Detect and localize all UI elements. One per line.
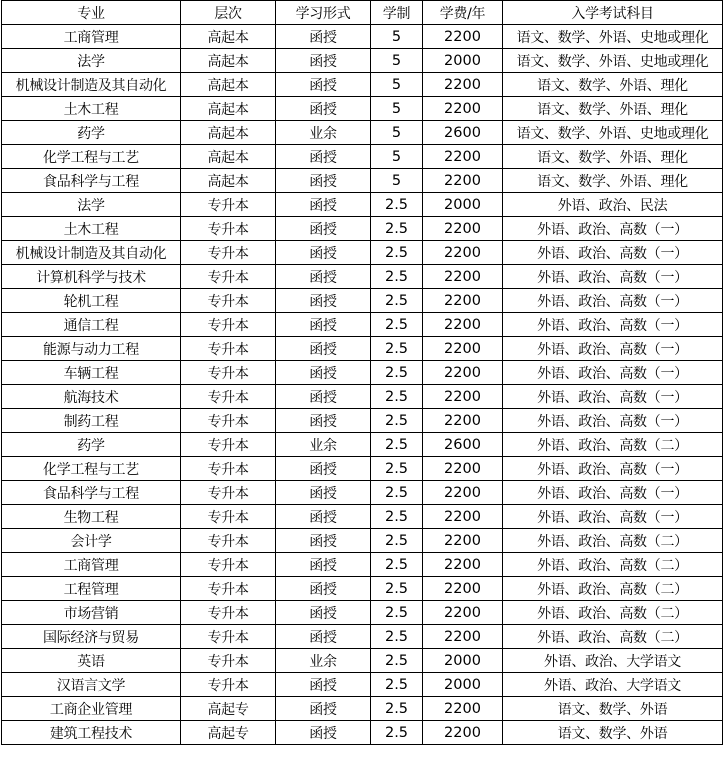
table-row [2, 385, 723, 409]
tuition-cell: 2200 [423, 313, 503, 337]
exam-subjects-cell: 外语、政治、高数（二） [503, 433, 723, 457]
table-row [2, 649, 723, 673]
study-mode-cell: 业余 [276, 433, 371, 457]
study-mode-cell: 函授 [276, 145, 371, 169]
duration-cell: 2.5 [371, 313, 423, 337]
exam-subjects-cell: 外语、政治、高数（一） [503, 457, 723, 481]
table-row [2, 289, 723, 313]
duration-cell: 2.5 [371, 457, 423, 481]
level-cell: 高起本 [181, 121, 276, 145]
tuition-cell: 2000 [423, 673, 503, 697]
tuition-cell: 2200 [423, 721, 503, 745]
tuition-cell: 2200 [423, 385, 503, 409]
level-cell: 专升本 [181, 529, 276, 553]
major-cell: 法学 [2, 49, 181, 73]
duration-cell: 2.5 [371, 553, 423, 577]
tuition-cell: 2000 [423, 49, 503, 73]
study-mode-cell: 函授 [276, 361, 371, 385]
major-cell: 法学 [2, 193, 181, 217]
duration-cell: 2.5 [371, 265, 423, 289]
study-mode-cell: 函授 [276, 73, 371, 97]
major-cell: 建筑工程技术 [2, 721, 181, 745]
tuition-cell: 2200 [423, 361, 503, 385]
duration-cell: 2.5 [371, 481, 423, 505]
major-cell: 机械设计制造及其自动化 [2, 73, 181, 97]
table-row [2, 25, 723, 49]
exam-subjects-cell: 语文、数学、外语 [503, 721, 723, 745]
level-cell: 专升本 [181, 673, 276, 697]
duration-cell: 2.5 [371, 721, 423, 745]
duration-cell: 5 [371, 121, 423, 145]
major-cell: 机械设计制造及其自动化 [2, 241, 181, 265]
study-mode-cell: 函授 [276, 385, 371, 409]
exam-subjects-cell: 外语、政治、高数（一） [503, 289, 723, 313]
table-row [2, 217, 723, 241]
duration-cell: 5 [371, 73, 423, 97]
major-cell: 药学 [2, 121, 181, 145]
duration-cell: 2.5 [371, 649, 423, 673]
study-mode-cell: 函授 [276, 289, 371, 313]
tuition-cell: 2000 [423, 193, 503, 217]
major-cell: 市场营销 [2, 601, 181, 625]
major-cell: 食品科学与工程 [2, 169, 181, 193]
duration-cell: 2.5 [371, 529, 423, 553]
study-mode-cell: 函授 [276, 697, 371, 721]
table-row [2, 337, 723, 361]
level-cell: 专升本 [181, 577, 276, 601]
tuition-cell: 2200 [423, 577, 503, 601]
major-cell: 工商管理 [2, 25, 181, 49]
major-cell: 土木工程 [2, 97, 181, 121]
study-mode-cell: 业余 [276, 121, 371, 145]
tuition-cell: 2200 [423, 145, 503, 169]
major-cell: 车辆工程 [2, 361, 181, 385]
study-mode-cell: 业余 [276, 649, 371, 673]
duration-cell: 2.5 [371, 193, 423, 217]
duration-cell: 2.5 [371, 409, 423, 433]
level-cell: 专升本 [181, 361, 276, 385]
exam-subjects-cell: 外语、政治、大学语文 [503, 673, 723, 697]
tuition-cell: 2200 [423, 169, 503, 193]
exam-subjects-cell: 外语、政治、高数（一） [503, 409, 723, 433]
tuition-cell: 2200 [423, 601, 503, 625]
duration-cell: 2.5 [371, 361, 423, 385]
table-row [2, 553, 723, 577]
exam-subjects-cell: 外语、政治、高数（一） [503, 313, 723, 337]
table-row [2, 625, 723, 649]
exam-subjects-cell: 外语、政治、高数（一） [503, 385, 723, 409]
study-mode-cell: 函授 [276, 169, 371, 193]
level-cell: 专升本 [181, 649, 276, 673]
exam-subjects-cell: 外语、政治、高数（一） [503, 217, 723, 241]
study-mode-cell: 函授 [276, 409, 371, 433]
level-cell: 专升本 [181, 625, 276, 649]
exam-subjects-cell: 外语、政治、大学语文 [503, 649, 723, 673]
table-row [2, 673, 723, 697]
table-row [2, 433, 723, 457]
table-row [2, 721, 723, 745]
table-row [2, 361, 723, 385]
tuition-cell: 2200 [423, 217, 503, 241]
major-cell: 生物工程 [2, 505, 181, 529]
study-mode-cell: 函授 [276, 337, 371, 361]
header-duration: 学制 [371, 1, 423, 25]
tuition-cell: 2000 [423, 649, 503, 673]
study-mode-cell: 函授 [276, 193, 371, 217]
header-row [2, 1, 723, 25]
duration-cell: 5 [371, 169, 423, 193]
level-cell: 专升本 [181, 553, 276, 577]
major-cell: 制药工程 [2, 409, 181, 433]
level-cell: 专升本 [181, 217, 276, 241]
study-mode-cell: 函授 [276, 217, 371, 241]
tuition-cell: 2200 [423, 289, 503, 313]
duration-cell: 2.5 [371, 673, 423, 697]
major-cell: 会计学 [2, 529, 181, 553]
major-cell: 国际经济与贸易 [2, 625, 181, 649]
exam-subjects-cell: 外语、政治、高数（一） [503, 337, 723, 361]
duration-cell: 2.5 [371, 241, 423, 265]
duration-cell: 5 [371, 49, 423, 73]
study-mode-cell: 函授 [276, 505, 371, 529]
table-row [2, 121, 723, 145]
study-mode-cell: 函授 [276, 529, 371, 553]
table-row [2, 577, 723, 601]
major-cell: 化学工程与工艺 [2, 145, 181, 169]
exam-subjects-cell: 外语、政治、高数（二） [503, 553, 723, 577]
header-exam-subjects: 入学考试科目 [503, 1, 723, 25]
tuition-cell: 2200 [423, 697, 503, 721]
table-row [2, 145, 723, 169]
duration-cell: 2.5 [371, 385, 423, 409]
major-cell: 工程管理 [2, 577, 181, 601]
level-cell: 专升本 [181, 481, 276, 505]
table-row [2, 313, 723, 337]
tuition-cell: 2200 [423, 241, 503, 265]
duration-cell: 2.5 [371, 601, 423, 625]
level-cell: 高起专 [181, 721, 276, 745]
tuition-cell: 2200 [423, 73, 503, 97]
study-mode-cell: 函授 [276, 313, 371, 337]
major-cell: 英语 [2, 649, 181, 673]
exam-subjects-cell: 外语、政治、高数（一） [503, 505, 723, 529]
exam-subjects-cell: 外语、政治、高数（一） [503, 265, 723, 289]
table-row [2, 457, 723, 481]
tuition-cell: 2600 [423, 433, 503, 457]
table-row [2, 529, 723, 553]
level-cell: 专升本 [181, 409, 276, 433]
study-mode-cell: 函授 [276, 265, 371, 289]
level-cell: 高起本 [181, 169, 276, 193]
exam-subjects-cell: 语文、数学、外语、史地或理化 [503, 25, 723, 49]
major-cell: 轮机工程 [2, 289, 181, 313]
exam-subjects-cell: 外语、政治、高数（一） [503, 361, 723, 385]
exam-subjects-cell: 语文、数学、外语 [503, 697, 723, 721]
duration-cell: 2.5 [371, 433, 423, 457]
table-row [2, 49, 723, 73]
duration-cell: 5 [371, 97, 423, 121]
major-cell: 土木工程 [2, 217, 181, 241]
level-cell: 专升本 [181, 601, 276, 625]
duration-cell: 5 [371, 25, 423, 49]
tuition-cell: 2200 [423, 25, 503, 49]
table-body [2, 25, 723, 745]
major-cell: 化学工程与工艺 [2, 457, 181, 481]
major-cell: 通信工程 [2, 313, 181, 337]
study-mode-cell: 函授 [276, 97, 371, 121]
level-cell: 专升本 [181, 241, 276, 265]
duration-cell: 2.5 [371, 337, 423, 361]
exam-subjects-cell: 语文、数学、外语、理化 [503, 145, 723, 169]
exam-subjects-cell: 外语、政治、民法 [503, 193, 723, 217]
tuition-cell: 2200 [423, 97, 503, 121]
tuition-cell: 2200 [423, 481, 503, 505]
tuition-cell: 2200 [423, 625, 503, 649]
level-cell: 专升本 [181, 385, 276, 409]
study-mode-cell: 函授 [276, 577, 371, 601]
level-cell: 高起本 [181, 97, 276, 121]
header-level: 层次 [181, 1, 276, 25]
major-cell: 工商企业管理 [2, 697, 181, 721]
exam-subjects-cell: 外语、政治、高数（二） [503, 529, 723, 553]
major-cell: 药学 [2, 433, 181, 457]
table-row [2, 193, 723, 217]
duration-cell: 2.5 [371, 697, 423, 721]
tuition-cell: 2200 [423, 265, 503, 289]
tuition-cell: 2200 [423, 457, 503, 481]
study-mode-cell: 函授 [276, 601, 371, 625]
tuition-cell: 2200 [423, 529, 503, 553]
tuition-cell: 2200 [423, 505, 503, 529]
level-cell: 高起本 [181, 25, 276, 49]
study-mode-cell: 函授 [276, 721, 371, 745]
table-row [2, 241, 723, 265]
table-row [2, 169, 723, 193]
level-cell: 高起专 [181, 697, 276, 721]
study-mode-cell: 函授 [276, 241, 371, 265]
level-cell: 专升本 [181, 193, 276, 217]
header-major: 专业 [2, 1, 181, 25]
exam-subjects-cell: 外语、政治、高数（一） [503, 241, 723, 265]
study-mode-cell: 函授 [276, 25, 371, 49]
exam-subjects-cell: 语文、数学、外语、理化 [503, 97, 723, 121]
admissions-table [1, 0, 723, 745]
tuition-cell: 2200 [423, 553, 503, 577]
exam-subjects-cell: 外语、政治、高数（二） [503, 601, 723, 625]
study-mode-cell: 函授 [276, 481, 371, 505]
exam-subjects-cell: 语文、数学、外语、理化 [503, 73, 723, 97]
study-mode-cell: 函授 [276, 457, 371, 481]
level-cell: 高起本 [181, 145, 276, 169]
level-cell: 专升本 [181, 265, 276, 289]
table-row [2, 481, 723, 505]
table-row [2, 505, 723, 529]
exam-subjects-cell: 外语、政治、高数（二） [503, 625, 723, 649]
duration-cell: 2.5 [371, 577, 423, 601]
table-row [2, 697, 723, 721]
level-cell: 高起本 [181, 73, 276, 97]
tuition-cell: 2200 [423, 337, 503, 361]
exam-subjects-cell: 外语、政治、高数（二） [503, 577, 723, 601]
duration-cell: 2.5 [371, 217, 423, 241]
major-cell: 航海技术 [2, 385, 181, 409]
major-cell: 工商管理 [2, 553, 181, 577]
level-cell: 专升本 [181, 457, 276, 481]
study-mode-cell: 函授 [276, 49, 371, 73]
table-row [2, 97, 723, 121]
major-cell: 计算机科学与技术 [2, 265, 181, 289]
level-cell: 专升本 [181, 313, 276, 337]
major-cell: 能源与动力工程 [2, 337, 181, 361]
duration-cell: 2.5 [371, 289, 423, 313]
major-cell: 汉语言文学 [2, 673, 181, 697]
major-cell: 食品科学与工程 [2, 481, 181, 505]
table-row [2, 409, 723, 433]
table-header [2, 1, 723, 25]
level-cell: 高起本 [181, 49, 276, 73]
study-mode-cell: 函授 [276, 673, 371, 697]
level-cell: 专升本 [181, 337, 276, 361]
study-mode-cell: 函授 [276, 625, 371, 649]
duration-cell: 5 [371, 145, 423, 169]
level-cell: 专升本 [181, 505, 276, 529]
exam-subjects-cell: 语文、数学、外语、史地或理化 [503, 49, 723, 73]
exam-subjects-cell: 语文、数学、外语、史地或理化 [503, 121, 723, 145]
level-cell: 专升本 [181, 289, 276, 313]
exam-subjects-cell: 语文、数学、外语、理化 [503, 169, 723, 193]
study-mode-cell: 函授 [276, 553, 371, 577]
exam-subjects-cell: 外语、政治、高数（一） [503, 481, 723, 505]
tuition-cell: 2200 [423, 409, 503, 433]
header-tuition: 学费/年 [423, 1, 503, 25]
duration-cell: 2.5 [371, 625, 423, 649]
duration-cell: 2.5 [371, 505, 423, 529]
table-row [2, 601, 723, 625]
table-row [2, 265, 723, 289]
level-cell: 专升本 [181, 433, 276, 457]
tuition-cell: 2600 [423, 121, 503, 145]
table-row [2, 73, 723, 97]
header-study-mode: 学习形式 [276, 1, 371, 25]
